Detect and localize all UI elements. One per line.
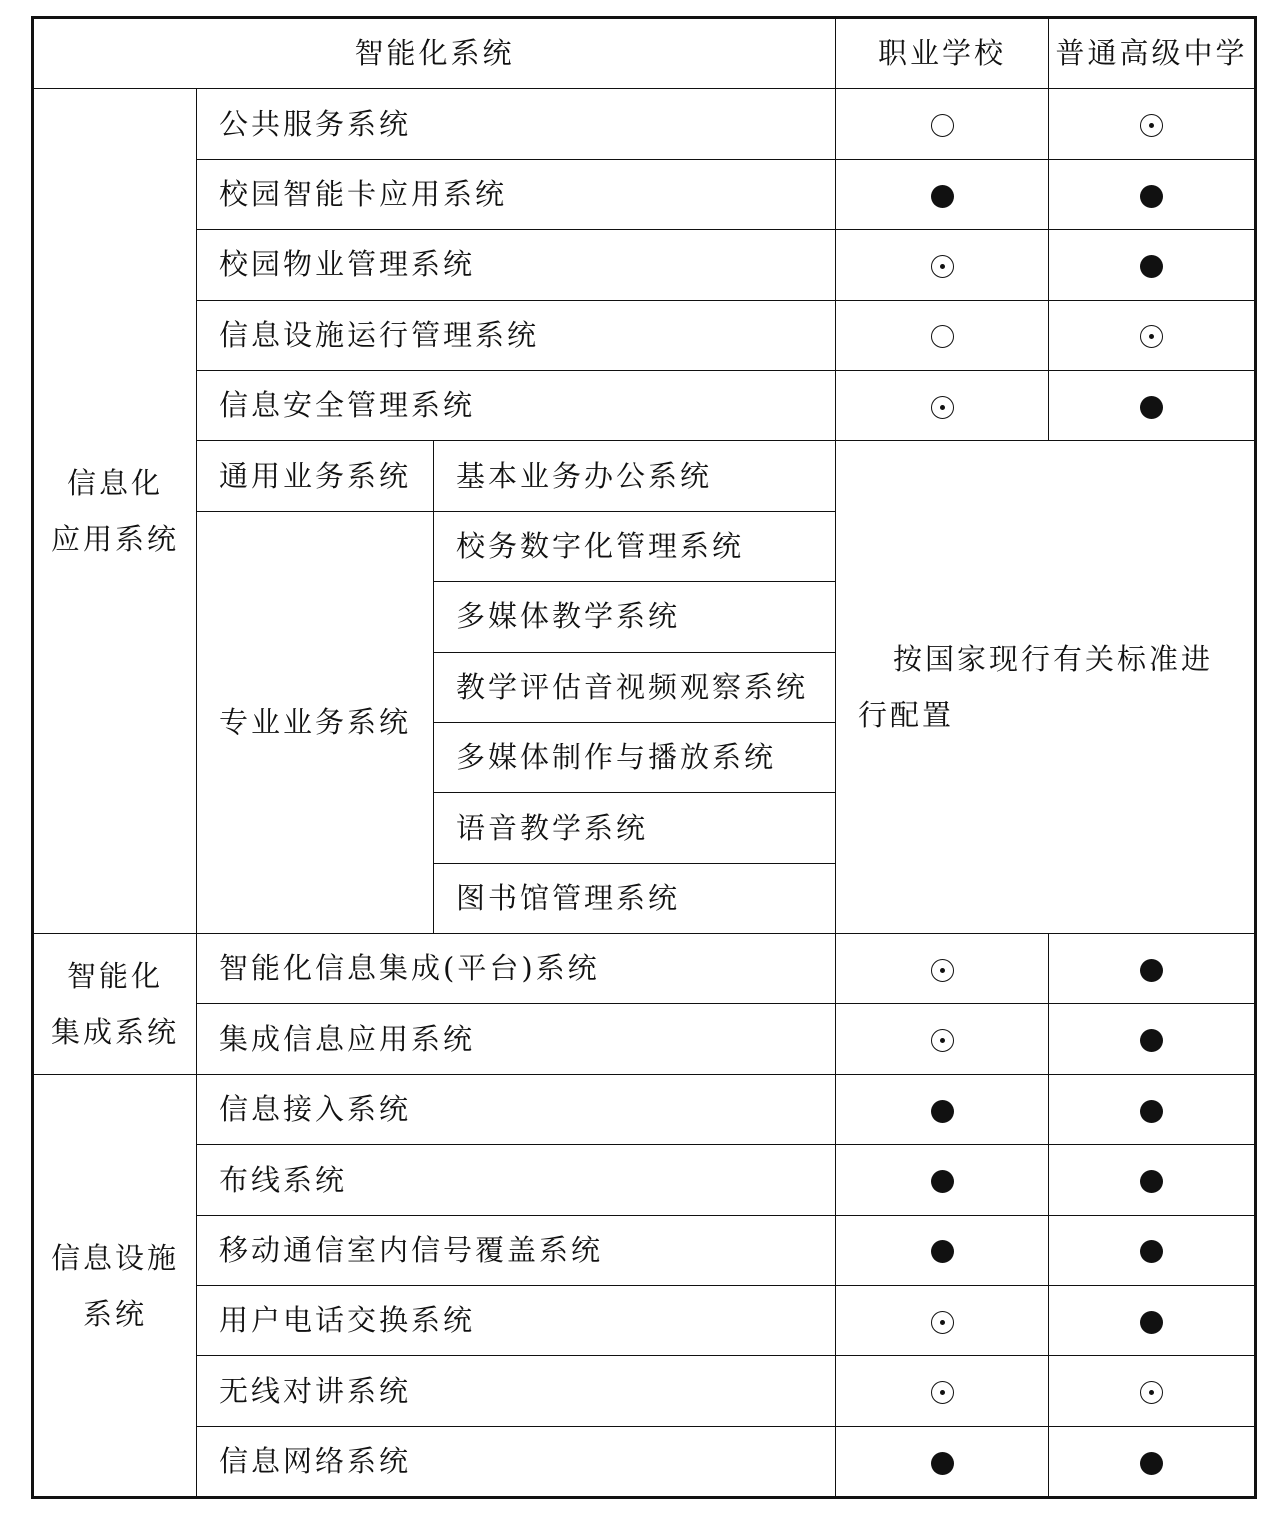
- header-vocational-school: 职业学校: [836, 18, 1049, 89]
- row-name: 语音教学系统: [434, 793, 836, 863]
- high-school-mark: [1049, 1356, 1256, 1426]
- row-name: 多媒体教学系统: [434, 582, 836, 652]
- mark-icon: [1140, 959, 1163, 982]
- mark-icon: [1140, 1311, 1163, 1334]
- row-name: 信息安全管理系统: [197, 370, 836, 440]
- table-row: [33, 441, 1256, 511]
- high-school-mark: [1049, 159, 1256, 229]
- row-name: 公共服务系统: [197, 89, 836, 159]
- mark-icon: [931, 255, 954, 278]
- table-row: [33, 300, 1256, 370]
- high-school-mark: [1049, 1004, 1256, 1074]
- mark-icon: [931, 1029, 954, 1052]
- mark-icon: [1140, 1029, 1163, 1052]
- table-row: [33, 89, 1256, 159]
- vocational-mark: [836, 89, 1049, 159]
- table-row: [33, 934, 1256, 1004]
- mark-icon: [1140, 1452, 1163, 1475]
- table-row: [33, 1215, 1256, 1285]
- mark-icon: [931, 959, 954, 982]
- row-name: 基本业务办公系统: [434, 441, 836, 511]
- mark-icon: [1140, 185, 1163, 208]
- table-row: [33, 159, 1256, 229]
- mark-icon: [1140, 396, 1163, 419]
- group-integration: [33, 934, 197, 1075]
- configuration-table: [31, 16, 1257, 1499]
- vocational-mark: [836, 1145, 1049, 1215]
- vocational-mark: [836, 1426, 1049, 1497]
- mark-icon: [1140, 1170, 1163, 1193]
- group-info-app-line1: 信息化: [66, 466, 163, 501]
- high-school-mark: [1049, 1074, 1256, 1144]
- high-school-mark: [1049, 1286, 1256, 1356]
- high-school-mark: [1049, 1215, 1256, 1285]
- mark-icon: [1140, 325, 1163, 348]
- table-row: [33, 1356, 1256, 1426]
- subgroup-general: 通用业务系统: [197, 441, 434, 511]
- vocational-mark: [836, 1004, 1049, 1074]
- vocational-mark: [836, 1356, 1049, 1426]
- mark-icon: [931, 1381, 954, 1404]
- vocational-mark: [836, 230, 1049, 300]
- header-row: [33, 18, 1256, 89]
- vocational-mark: [836, 934, 1049, 1004]
- row-name: 移动通信室内信号覆盖系统: [197, 1215, 836, 1285]
- mark-icon: [931, 1170, 954, 1193]
- high-school-mark: [1049, 1145, 1256, 1215]
- table-row: [33, 1145, 1256, 1215]
- mark-icon: [1140, 1381, 1163, 1404]
- row-name: 教学评估音视频观察系统: [434, 652, 836, 722]
- high-school-mark: [1049, 1426, 1256, 1497]
- table-row: [33, 370, 1256, 440]
- table-row: [33, 1074, 1256, 1144]
- row-name: 无线对讲系统: [197, 1356, 836, 1426]
- mark-icon: [931, 114, 954, 137]
- vocational-mark: [836, 1074, 1049, 1144]
- config-note: 按国家现行有关标准进行配置: [836, 441, 1256, 934]
- mark-icon: [931, 396, 954, 419]
- high-school-mark: [1049, 370, 1256, 440]
- high-school-mark: [1049, 300, 1256, 370]
- group-infrastructure-line1: 信息设施: [50, 1240, 179, 1275]
- table-row: [33, 230, 1256, 300]
- mark-icon: [1140, 255, 1163, 278]
- mark-icon: [931, 325, 954, 348]
- row-name: 布线系统: [197, 1145, 836, 1215]
- row-name: 信息接入系统: [197, 1074, 836, 1144]
- group-info-app-line2: 应用系统: [50, 522, 179, 557]
- vocational-mark: [836, 300, 1049, 370]
- vocational-mark: [836, 159, 1049, 229]
- header-high-school: 普通高级中学: [1049, 18, 1256, 89]
- table-row: [33, 1286, 1256, 1356]
- group-infrastructure: [33, 1074, 197, 1497]
- row-name: 校园智能卡应用系统: [197, 159, 836, 229]
- high-school-mark: [1049, 230, 1256, 300]
- group-info-app: [33, 89, 197, 934]
- row-name: 智能化信息集成(平台)系统: [197, 934, 836, 1004]
- header-system: 智能化系统: [33, 18, 836, 89]
- high-school-mark: [1049, 934, 1256, 1004]
- vocational-mark: [836, 1215, 1049, 1285]
- mark-icon: [931, 1311, 954, 1334]
- table-row: [33, 1426, 1256, 1497]
- vocational-mark: [836, 370, 1049, 440]
- group-integration-line2: 集成系统: [50, 1014, 179, 1049]
- row-name: 图书馆管理系统: [434, 863, 836, 933]
- subgroup-professional: 专业业务系统: [197, 511, 434, 933]
- row-name: 校园物业管理系统: [197, 230, 836, 300]
- row-name: 信息设施运行管理系统: [197, 300, 836, 370]
- row-name: 用户电话交换系统: [197, 1286, 836, 1356]
- vocational-mark: [836, 1286, 1049, 1356]
- mark-icon: [931, 1452, 954, 1475]
- group-integration-line1: 智能化: [66, 958, 163, 993]
- mark-icon: [931, 1100, 954, 1123]
- mark-icon: [931, 185, 954, 208]
- table-row: [33, 1004, 1256, 1074]
- row-name: 多媒体制作与播放系统: [434, 722, 836, 792]
- high-school-mark: [1049, 89, 1256, 159]
- mark-icon: [1140, 114, 1163, 137]
- group-infrastructure-line2: 系统: [82, 1296, 147, 1331]
- mark-icon: [1140, 1240, 1163, 1263]
- row-name: 集成信息应用系统: [197, 1004, 836, 1074]
- row-name: 校务数字化管理系统: [434, 511, 836, 581]
- mark-icon: [1140, 1100, 1163, 1123]
- row-name: 信息网络系统: [197, 1426, 836, 1497]
- mark-icon: [931, 1240, 954, 1263]
